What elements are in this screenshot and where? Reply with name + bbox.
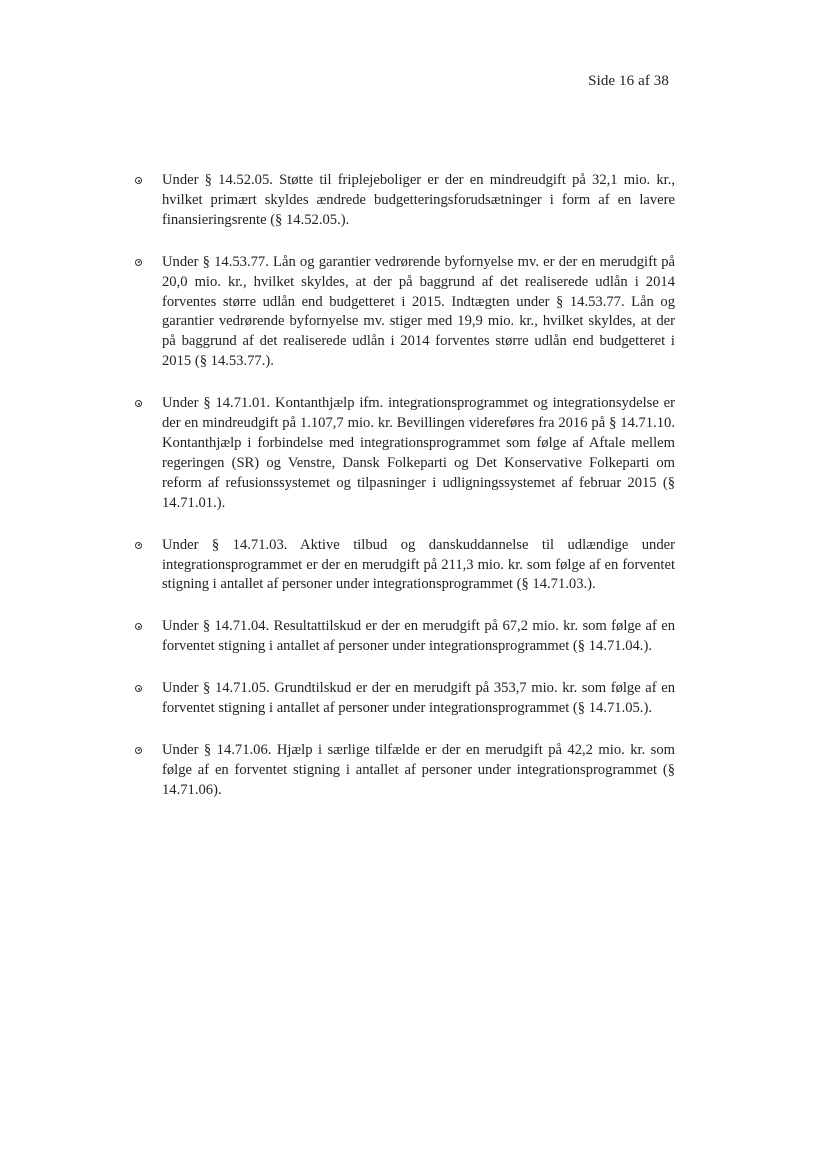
bullet-icon xyxy=(135,400,142,407)
list-item xyxy=(135,617,675,657)
list-item-text: Under § 14.71.03. Aktive tilbud og danskuddannelse til udlændige under integrationsprogrammet er der en merudgift på 211,3 mio. kr. som følge af en forventet stigning i antallet af personer under integrationsprogrammet (§ 14.71.03.). xyxy=(162,536,675,593)
list-item-text: Under § 14.71.05. Grundtilskud er der en merudgift på 353,7 mio. kr. som følge af en forventet stigning i antallet af personer under integrationsprogrammet (§ 14.71.05.). xyxy=(162,680,675,717)
list-item-text: Under § 14.71.04. Resultattilskud er der en merudgift på 67,2 mio. kr. som følge af en forventet stigning i antallet af personer under integrationsprogrammet (§ 14.71.04.). xyxy=(162,618,675,655)
bullet-list xyxy=(135,171,675,823)
list-item xyxy=(135,741,675,801)
list-item xyxy=(135,394,675,513)
bullet-icon xyxy=(135,747,142,754)
list-item-text: Under § 14.52.05. Støtte til friplejeboliger er der en mindreudgift på 32,1 mio. kr., hvilket primært skyldes ændrede budgetteringsforudsætninger i form af en lavere finansieringsrente (§ 14.52.05.). xyxy=(162,172,675,228)
list-item-text: Under § 14.53.77. Lån og garantier vedrørende byfornyelse mv. er der en merudgift på 20,0 mio. kr., hvilket skyldes, at der på baggrund af det realiserede udlån i 2014 forventes større udlån end budgetteret i 2015. Indtægten under § 14.53.77. Lån og garantier vedrørende byfornyelse mv. stiger med 19,9 mio. kr., hvilket skyldes, at der på baggrund af det realiserede udlån i 2014 forventes større udlån end budgetteret i 2015 (§ 14.53.77.). xyxy=(162,253,675,370)
list-item xyxy=(135,253,675,372)
list-item-text: Under § 14.71.06. Hjælp i særlige tilfælde er der en merudgift på 42,2 mio. kr. som følge af en forventet stigning i antallet af personer under integrationsprogrammet (§ 14.71.06). xyxy=(162,741,675,798)
bullet-icon xyxy=(135,623,142,630)
list-item-text: Under § 14.71.01. Kontanthjælp ifm. integrationsprogrammet og integrationsydelse er der en mindreudgift på 1.107,7 mio. kr. Bevillingen videreføres fra 2016 på § 14.71.10. Kontanthjælp i forbindelse med integrationsprogrammet som følge af Aftale mellem regeringen (SR) og Venstre, Dansk Folkeparti og Det Konservative Folkeparti om reform af refusionssystemet og tilpasninger i udligningssystemet af februar 2015 (§ 14.71.01.). xyxy=(162,395,675,511)
bullet-icon xyxy=(135,685,142,692)
bullet-icon xyxy=(135,542,142,549)
bullet-icon xyxy=(135,177,142,184)
page-number: Side 16 af 38 xyxy=(588,73,669,89)
list-item xyxy=(135,679,675,719)
list-item xyxy=(135,171,675,231)
list-item xyxy=(135,536,675,596)
bullet-icon xyxy=(135,259,142,266)
